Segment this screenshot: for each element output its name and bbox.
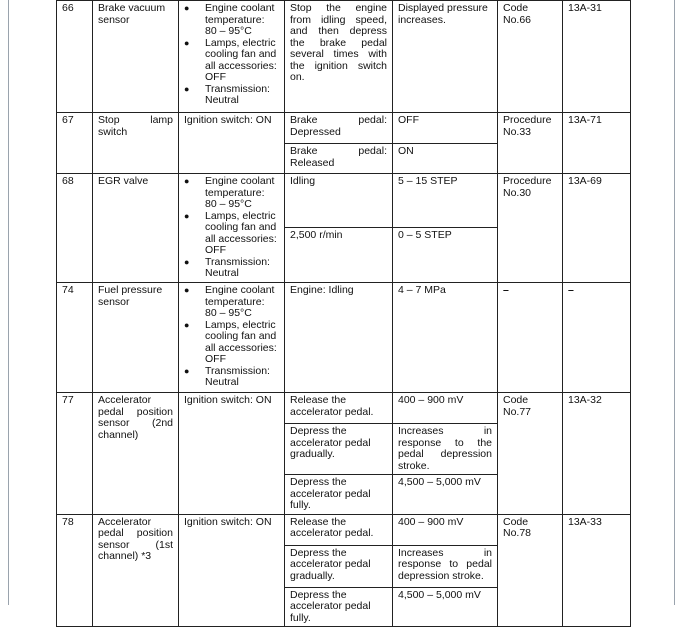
inspection-state: Brake pedal: Depressed: [285, 113, 393, 144]
normal-condition: OFF: [393, 113, 498, 144]
bullet-icon: ●: [184, 210, 190, 221]
inspection-item: Fuel pressure sensor: [93, 283, 179, 393]
normal-condition: 0 – 5 STEP: [393, 228, 498, 283]
inspection-state: Depress the accelerator pedal fully.: [285, 587, 393, 627]
condition-item: ● Engine coolant temperature: 80 – 95°C: [184, 2, 275, 37]
table-row: [57, 113, 631, 144]
condition-item: ● Lamps, electric cooling fan and all accessories: OFF: [184, 318, 277, 365]
condition-item: ● Engine coolant temperature: 80 – 95°C: [184, 284, 275, 319]
inspection-conditions: [179, 283, 285, 393]
bullet-icon: ●: [184, 256, 190, 267]
right-page-border: [674, 0, 675, 605]
page-reference: 13A-32: [563, 393, 631, 515]
bullet-icon: ●: [184, 3, 190, 13]
item-number: 78: [57, 514, 93, 627]
table-row: [57, 393, 631, 424]
condition-item: ● Transmission: Neutral: [184, 255, 270, 279]
inspection-conditions: Ignition switch: ON: [179, 393, 285, 515]
page-reference: 13A-69: [563, 174, 631, 283]
inspection-state: Brake pedal: Released: [285, 144, 393, 174]
inspection-state: Depress the accelerator pedal gradually.: [285, 424, 393, 475]
page-reference: –: [563, 283, 631, 393]
procedure-reference: –: [498, 283, 563, 393]
page-reference: 13A-71: [563, 113, 631, 174]
item-number: 68: [57, 174, 93, 283]
condition-item: ● Lamps, electric cooling fan and all accessories: OFF: [184, 209, 277, 256]
condition-item: ● Lamps, electric cooling fan and all accessories: OFF: [184, 36, 277, 83]
inspection-conditions: [179, 1, 285, 113]
inspection-state: Depress the accelerator pedal fully.: [285, 475, 393, 515]
normal-condition: ON: [393, 144, 498, 174]
inspection-state: Idling: [285, 174, 393, 228]
procedure-reference: Code No.66: [498, 1, 563, 113]
bullet-icon: ●: [184, 319, 190, 330]
inspection-item: Accelerator pedal position sensor (1st channel) *3: [93, 514, 179, 627]
bullet-icon: ●: [184, 285, 190, 295]
procedure-reference: Code No.77: [498, 393, 563, 515]
inspection-state: Release the accelerator pedal.: [285, 393, 393, 424]
table-row: [57, 283, 631, 393]
bullet-icon: ●: [184, 365, 190, 376]
page-reference: 13A-33: [563, 514, 631, 627]
inspection-item: Stop lamp switch: [93, 113, 179, 174]
item-number: 67: [57, 113, 93, 174]
bullet-icon: ●: [184, 83, 190, 94]
inspection-state: Stop the engine from idling speed, and then depress the brake pedal several times with the ignition switch on.: [285, 1, 393, 113]
item-number: 66: [57, 1, 93, 113]
inspection-conditions: Ignition switch: ON: [179, 113, 285, 174]
normal-condition: 4 – 7 MPa: [393, 283, 498, 393]
inspection-item: EGR valve: [93, 174, 179, 283]
procedure-reference: Code No.78: [498, 514, 563, 627]
inspection-item: Accelerator pedal position sensor (2nd channel): [93, 393, 179, 515]
normal-condition: 400 – 900 mV: [393, 393, 498, 424]
inspection-state: Depress the accelerator pedal gradually.: [285, 545, 393, 587]
page-reference: 13A-31: [563, 1, 631, 113]
condition-item: ● Transmission: Neutral: [184, 82, 270, 106]
bullet-icon: ●: [184, 37, 190, 48]
inspection-conditions: [179, 174, 285, 283]
condition-item: ● Transmission: Neutral: [184, 364, 270, 388]
table-row: [57, 174, 631, 228]
procedure-reference: Procedure No.30: [498, 174, 563, 283]
item-number: 77: [57, 393, 93, 515]
condition-item: ● Engine coolant temperature: 80 – 95°C: [184, 175, 275, 210]
normal-condition: Displayed pressure increases.: [393, 1, 498, 113]
normal-condition: 5 – 15 STEP: [393, 174, 498, 228]
normal-condition: Increases in response to the pedal depression stroke.: [393, 424, 498, 475]
normal-condition: 4,500 – 5,000 mV: [393, 587, 498, 627]
bullet-icon: ●: [184, 176, 190, 186]
normal-condition: 4,500 – 5,000 mV: [393, 475, 498, 515]
service-data-table: [56, 0, 631, 627]
inspection-item: Brake vacuum sensor: [93, 1, 179, 113]
normal-condition: 400 – 900 mV: [393, 514, 498, 545]
normal-condition: Increases in response to pedal depression stroke.: [393, 545, 498, 587]
inspection-state: Release the accelerator pedal.: [285, 514, 393, 545]
item-number: 74: [57, 283, 93, 393]
inspection-conditions: Ignition switch: ON: [179, 514, 285, 627]
procedure-reference: Procedure No.33: [498, 113, 563, 174]
inspection-state: Engine: Idling: [285, 283, 393, 393]
inspection-state: 2,500 r/min: [285, 228, 393, 283]
table-row: [57, 1, 631, 113]
left-page-border: [8, 0, 9, 605]
table-row: [57, 514, 631, 545]
